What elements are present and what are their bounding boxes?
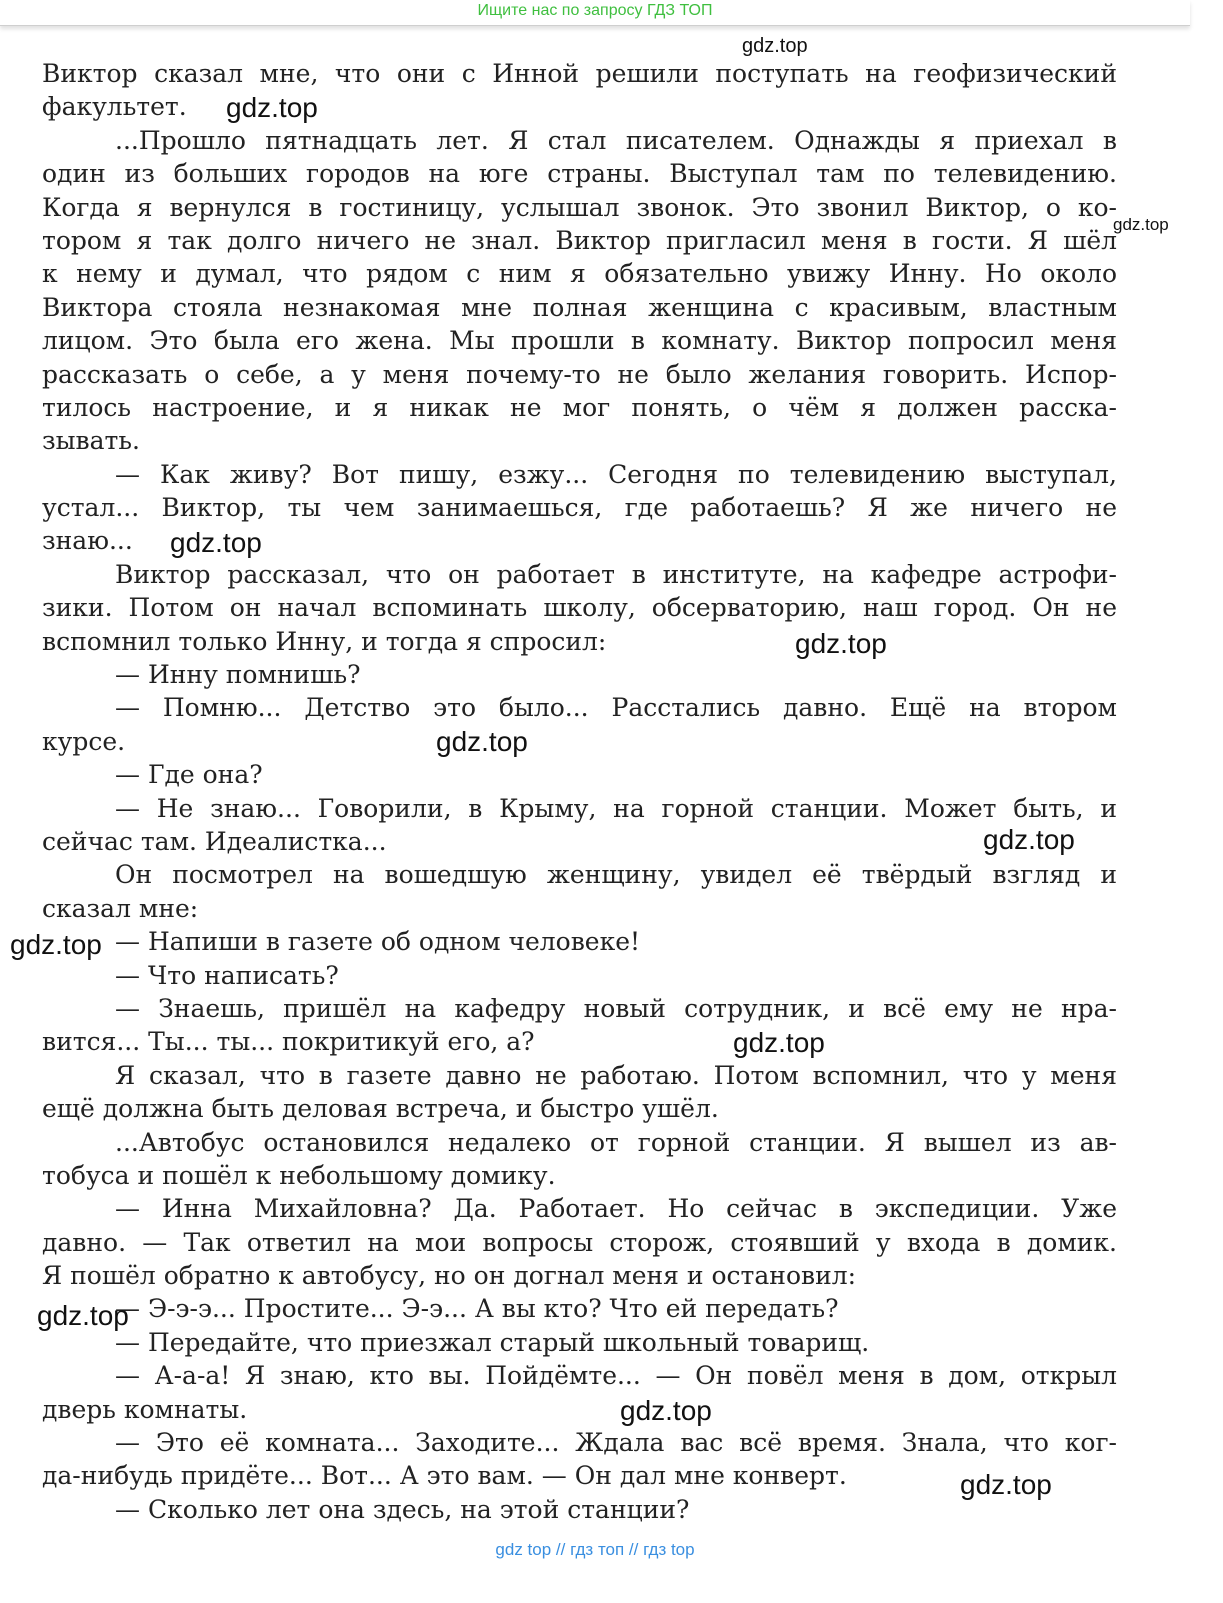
text-line: курсе. <box>42 726 126 756</box>
watermark: gdz.top <box>983 824 1075 855</box>
document-text <box>42 57 1117 1526</box>
text-line: Я пошёл обратно к автобусу, но он догнал меня и остановил: <box>42 1261 857 1291</box>
watermark: gdz.top <box>170 527 262 558</box>
text-line: да-нибудь придёте... Вот... А это вам. — Он дал мне конверт. <box>42 1461 847 1491</box>
text-line: — Инна Михайловна? Да. Работает. Но сейчас в экспедиции. Уже <box>115 1194 1117 1224</box>
watermark: gdz.top <box>733 1027 825 1058</box>
watermark: gdz.top <box>742 35 808 57</box>
text-line: ...Автобус остановился недалеко от горной станции. Я вышел из ав- <box>115 1127 1117 1157</box>
watermark: gdz.top <box>226 92 318 123</box>
watermark: gdz.top <box>620 1395 712 1426</box>
watermark: gdz.top <box>10 929 102 960</box>
text-line: — Э-э-э... Простите... Э-э... А вы кто? Что ей передать? <box>115 1294 839 1324</box>
text-line: лицом. Это была его жена. Мы прошли в комнату. Виктор попросил меня <box>42 326 1117 356</box>
text-line: к нему и думал, что рядом с ним я обязательно увижу Инну. Но около <box>42 259 1117 289</box>
text-line: устал... Виктор, ты чем занимаешься, где работаешь? Я же ничего не <box>42 493 1117 523</box>
watermark: gdz.top <box>960 1469 1052 1500</box>
text-line: сказал мне: <box>42 893 199 923</box>
text-line: зывать. <box>42 426 140 456</box>
text-line: — Это её комната... Заходите... Ждала вас всё время. Знала, что ког- <box>115 1428 1117 1458</box>
watermark: gdz.top <box>1113 215 1169 234</box>
text-line: Виктор рассказал, что он работает в институте, на кафедре астрофи- <box>115 559 1117 589</box>
text-line: вспомнил только Инну, и тогда я спросил: <box>42 626 607 656</box>
text-line: факультет. <box>42 92 187 122</box>
watermark: gdz.top <box>795 628 887 659</box>
text-line: Он посмотрел на вошедшую женщину, увидел её твёрдый взгляд и <box>115 860 1117 890</box>
text-line: сейчас там. Идеалистка... <box>42 826 387 856</box>
text-line: Когда я вернулся в гостиницу, услышал звонок. Это звонил Виктор, о ко- <box>42 192 1117 222</box>
text-line: — Передайте, что приезжал старый школьный товарищ. <box>115 1327 870 1357</box>
text-line: тобуса и пошёл к небольшому домику. <box>42 1160 556 1190</box>
text-line: ещё должна быть деловая встреча, и быстро ушёл. <box>42 1094 719 1124</box>
watermark: gdz.top <box>436 726 528 757</box>
text-line: — Помню... Детство это было... Расстались давно. Ещё на втором <box>115 693 1117 723</box>
text-line: — А-а-а! Я знаю, кто вы. Пойдёмте... — Он повёл меня в дом, открыл <box>115 1361 1117 1391</box>
text-line: — Что написать? <box>115 960 339 990</box>
text-line: — Сколько лет она здесь, на этой станции? <box>115 1494 690 1524</box>
text-line: — Знаешь, пришёл на кафедру новый сотрудник, и всё ему не нра- <box>115 993 1117 1023</box>
text-line: рассказать о себе, а у меня почему-то не было желания говорить. Испор- <box>42 359 1117 389</box>
text-line: тором я так долго ничего не знал. Виктор пригласил меня в гости. Я шёл <box>42 225 1117 255</box>
text-line: Я сказал, что в газете давно не работаю. Потом вспомнил, что у меня <box>115 1060 1117 1090</box>
text-line: дверь комнаты. <box>42 1394 248 1424</box>
text-line: давно. — Так ответил на мои вопросы сторож, стоявший у входа в домик. <box>42 1227 1117 1257</box>
text-line: тилось настроение, и я никак не мог понять, о чём я должен расска- <box>42 392 1117 422</box>
text-line: — Как живу? Вот пишу, езжу... Сегодня по телевидению выступал, <box>115 459 1117 489</box>
text-line: зики. Потом он начал вспоминать школу, обсерваторию, наш город. Он не <box>42 593 1117 623</box>
top-banner: Ищите нас по запросу ГДЗ ТОП <box>0 0 1190 26</box>
text-line: знаю... <box>42 526 133 556</box>
text-line: — Не знаю... Говорили, в Крыму, на горной станции. Может быть, и <box>115 793 1117 823</box>
text-line: вится... Ты... ты... покритикуй его, а? <box>42 1027 535 1057</box>
text-line: — Где она? <box>115 760 263 790</box>
text-line: Виктора стояла незнакомая мне полная женщина с красивым, властным <box>42 292 1117 322</box>
text-line: один из больших городов на юге страны. Выступал там по телевидению. <box>42 159 1117 189</box>
text-line: — Инну помнишь? <box>115 660 361 690</box>
text-line: — Напиши в газете об одном человеке! <box>115 927 641 957</box>
footer-links: gdz top // гдз топ // гдз top <box>495 1540 695 1559</box>
text-line: ...Прошло пятнадцать лет. Я стал писателем. Однажды я приехал в <box>115 125 1117 155</box>
text-line: Виктор сказал мне, что они с Инной решили поступать на геофизический <box>42 59 1117 88</box>
watermark: gdz.top <box>37 1300 129 1331</box>
